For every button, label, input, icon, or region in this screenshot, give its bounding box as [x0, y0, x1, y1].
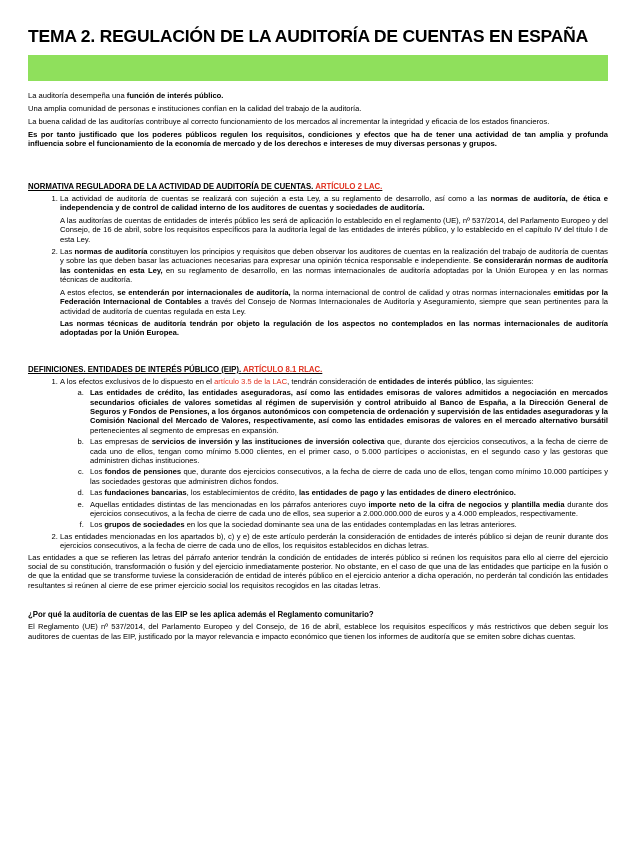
- question-heading: ¿Por qué la auditoría de cuentas de las EIP se les aplica además el Reglamento comunitario?: [28, 610, 374, 620]
- list-item: 2. Las normas de auditoría constituyen los principios y requisitos que deben observar los auditores de cuentas en la realización del trabajo de auditoría de cuentas y sobre las que deben basar las actuaciones necesarias para expresar una opinión técnica responsable e independiente. Se considerarán normas de auditoría las contenidas en esta Ley, en su reglamento de desarrollo, en las normas internacionales de auditoría adoptadas por la Unión Europea y en las normas técnicas de auditoría. A estos efectos, se entenderán por internacionales de auditoría, la norma internacional de control de calidad y otras normas internacionales emitidas por la Federación Internacional de Contables a través del Consejo de Normas Internacionales de Auditoría y Aseguramiento, siempre que sean pertinentes para la actividad de auditoría de cuentas regulada en esta Ley. Las normas técnicas de auditoría tendrán por objeto la regulación de los aspectos no contemplados en las normas internacionales de auditoría adoptadas por la Unión Europea.: [60, 247, 608, 338]
- list-item: 1. A los efectos exclusivos de lo dispuesto en el artículo 3.5 de la LAC, tendrán consideración de entidades de interés público, las siguientes: a. Las entidades de crédito, las entidades aseguradoras, así como las entidades emisoras de valores admitidos a negociación en mercados secundarios oficiales de valores sometidas al régimen de supervisión y control atribuido al Banco de España, a la Dirección General de Seguros y Fondos de Pensiones, a los órganos autonómicos con competencia de ordenación y supervisión de las entidades aseguradoras y la Comisión Nacional del Mercado de Valores, respectivamente, así como las entidades emisoras de valores en el mercado alternativo bursátil pertenecientes al segmento de empresas en expansión. b. Las empresas de servicios de inversión y las instituciones de inversión colectiva que, durante dos ejercicios consecutivos, a la fecha de cierre de cada uno de ellos, tengan como mínimo 5.000 clientes, en el primer caso, o 5.000 partícipes o accionistas, en el segundo caso y las gestoras que administren dichas instituciones. c. Los fondos de pensiones que, durante dos ejercicios consecutivos, a la fecha de cierre de cada uno de ellos, tengan como mínimo 10.000 partícipes y las sociedades gestoras que administren dichos fondos. d. Las fundaciones bancarias, los establecimientos de crédito, las entidades de pago y las entidades de dinero electrónico. e. Aquellas entidades distintas de las mencionadas en los párrafos anteriores cuyo importe neto de la cifra de negocios y plantilla media durante dos ejercicios consecutivos, a la fecha de cierre de cada uno de ellos, sea superior a 2.000.000.000 de euros y a 4.000 empleados, respectivamente. f. Los grupos de sociedades en los que la sociedad dominante sea una de las entidades contempladas en las letras anteriores.: [60, 377, 608, 530]
- normativa-list: [28, 194, 608, 338]
- intro-paragraph: Una amplia comunidad de personas e instituciones confían en la calidad del trabajo de la auditoría.: [28, 103, 362, 113]
- list-item: a. Las entidades de crédito, las entidades aseguradoras, así como las entidades emisoras de valores admitidos a negociación en mercados secundarios oficiales de valores sometidas al régimen de supervisión y control atribuido al Banco de España, a la Dirección General de Seguros y Fondos de Pensiones, a los órganos autonómicos con competencia de ordenación y supervisión de las entidades aseguradoras y la Comisión Nacional del Mercado de Valores, respectivamente, así como las entidades emisoras de valores en el mercado alternativo bursátil pertenecientes al segmento de empresas en expansión.: [86, 388, 608, 435]
- sub-paragraph: Las normas técnicas de auditoría tendrán por objeto la regulación de los aspectos no contemplados en las normas internacionales de auditoría adoptadas por la Unión Europea.: [60, 318, 608, 338]
- sub-paragraph: A las auditorías de cuentas de entidades de interés público les será de aplicación lo establecido en el reglamento (UE), nº 537/2014, del Parlamento Europeo y del Consejo, de 16 de abril, sobre los requisitos específicos para la auditoría legal de las entidades de interés público, y lo establecido en el capítulo IV del título I de esta Ley.: [60, 215, 608, 244]
- intro-section: [28, 91, 608, 149]
- highlight-band: [28, 55, 608, 81]
- intro-paragraph: Es por tanto justificado que los poderes públicos regulen los requisitos, condiciones y efectos que ha de tener una actividad de tan amplia y profunda influencia sobre el funcionamiento de la economía de mercado y de los derechos e intereses de muy diversas personas y grupos.: [28, 129, 608, 149]
- question-section: [28, 610, 608, 641]
- list-item: f. Los grupos de sociedades en los que la sociedad dominante sea una de las entidades contempladas en las letras anteriores.: [86, 520, 608, 529]
- entity-list: [60, 388, 608, 530]
- article-link[interactable]: artículo 3.5 de la LAC: [214, 376, 288, 386]
- list-item: 2. Las entidades mencionadas en los apartados b), c) y e) de este artículo perderán la consideración de entidades de interés público si dejan de reunir durante dos ejercicios consecutivos, a la fecha de cierre de cada uno de ellos, los requisitos establecidos en dichas letras.: [60, 532, 608, 551]
- list-item: e. Aquellas entidades distintas de las mencionadas en los párrafos anteriores cuyo importe neto de la cifra de negocios y plantilla media durante dos ejercicios consecutivos, a la fecha de cierre de cada uno de ellos, sea superior a 2.000.000.000 de euros y a 4.000 empleados, respectivamente.: [86, 500, 608, 519]
- section-heading: DEFINICIONES. ENTIDADES DE INTERÉS PÚBLICO (EIP). ARTÍCULO 8.1 RLAC.: [28, 364, 323, 374]
- sub-paragraph: A estos efectos, se entenderán por internacionales de auditoría, la norma internacional de control de calidad y otras normas internacionales emitidas por la Federación Internacional de Contables a través del Consejo de Normas Internacionales de Auditoría y Aseguramiento, siempre que sean pertinentes para la actividad de auditoría de cuentas regulada en esta Ley.: [60, 287, 608, 316]
- article-link[interactable]: ARTÍCULO 2 LAC.: [315, 182, 383, 192]
- definiciones-section: [28, 365, 608, 591]
- question-answer: El Reglamento (UE) nº 537/2014, del Parlamento Europeo y del Consejo, de 16 de abril, establece los requisitos específicos y más restrictivos que deben seguir los auditores de cuentas de las EIP, justificado por la mayor relevancia e impacto económico que tienen los informes de auditoría que se emiten sobre dichas cuentas.: [28, 622, 608, 641]
- normativa-section: [28, 182, 608, 338]
- page-title: TEMA 2. REGULACIÓN DE LA AUDITORÍA DE CUENTAS EN ESPAÑA: [28, 26, 589, 46]
- section-heading: NORMATIVA REGULADORA DE LA ACTIVIDAD DE AUDITORÍA DE CUENTAS. ARTÍCULO 2 LAC.: [28, 182, 383, 192]
- list-item: d. Las fundaciones bancarias, los establecimientos de crédito, las entidades de pago y las entidades de dinero electrónico.: [86, 488, 608, 497]
- article-link[interactable]: ARTÍCULO 8.1 RLAC.: [243, 364, 323, 374]
- list-item: c. Los fondos de pensiones que, durante dos ejercicios consecutivos, a la fecha de cierre de cada uno de ellos, tengan como mínimo 10.000 partícipes y las sociedades gestoras que administren dichos fondos.: [86, 467, 608, 486]
- definiciones-list: [28, 377, 608, 551]
- closing-paragraph: Las entidades a que se refieren las letras del párrafo anterior tendrán la condición de entidades de interés público si reúnen los requisitos para ello al cierre del ejercicio social de su constitución, transformación o fusión y del ejercicio inmediatamente posterior. No obstante, en el caso de que una de las entidades que participe en la fusión o de que la entidad que se transforme tuviese la consideración de entidad de interés público en el ejercicio anterior a dicha operación, no perderán tal condición las entidades resultantes si reúnen al cierre de ese primer ejercicio social los requisitos recogidos en las citadas letras.: [28, 552, 608, 590]
- list-item: b. Las empresas de servicios de inversión y las instituciones de inversión colectiva que, durante dos ejercicios consecutivos, a la fecha de cierre de cada uno de ellos, tengan como mínimo 5.000 clientes, en el primer caso, o 5.000 partícipes o accionistas, en el segundo caso y las gestoras que administren dichas instituciones.: [86, 437, 608, 465]
- intro-paragraph: La buena calidad de las auditorías contribuye al correcto funcionamiento de los mercados al incrementar la integridad y eficacia de los estados financieros.: [28, 116, 550, 126]
- intro-paragraph: La auditoría desempeña una función de interés público.: [28, 91, 224, 100]
- list-item: 1. La actividad de auditoría de cuentas se realizará con sujeción a esta Ley, a su reglamento de desarrollo, así como a las normas de auditoría, de ética e independencia y de control de calidad interno de los auditores de cuentas y sociedades de auditoría. A las auditorías de cuentas de entidades de interés público les será de aplicación lo establecido en el reglamento (UE), nº 537/2014, del Parlamento Europeo y del Consejo, de 16 de abril, sobre los requisitos específicos para la auditoría legal de las entidades de interés público, y lo establecido en el capítulo IV del título I de esta Ley.: [60, 194, 608, 244]
